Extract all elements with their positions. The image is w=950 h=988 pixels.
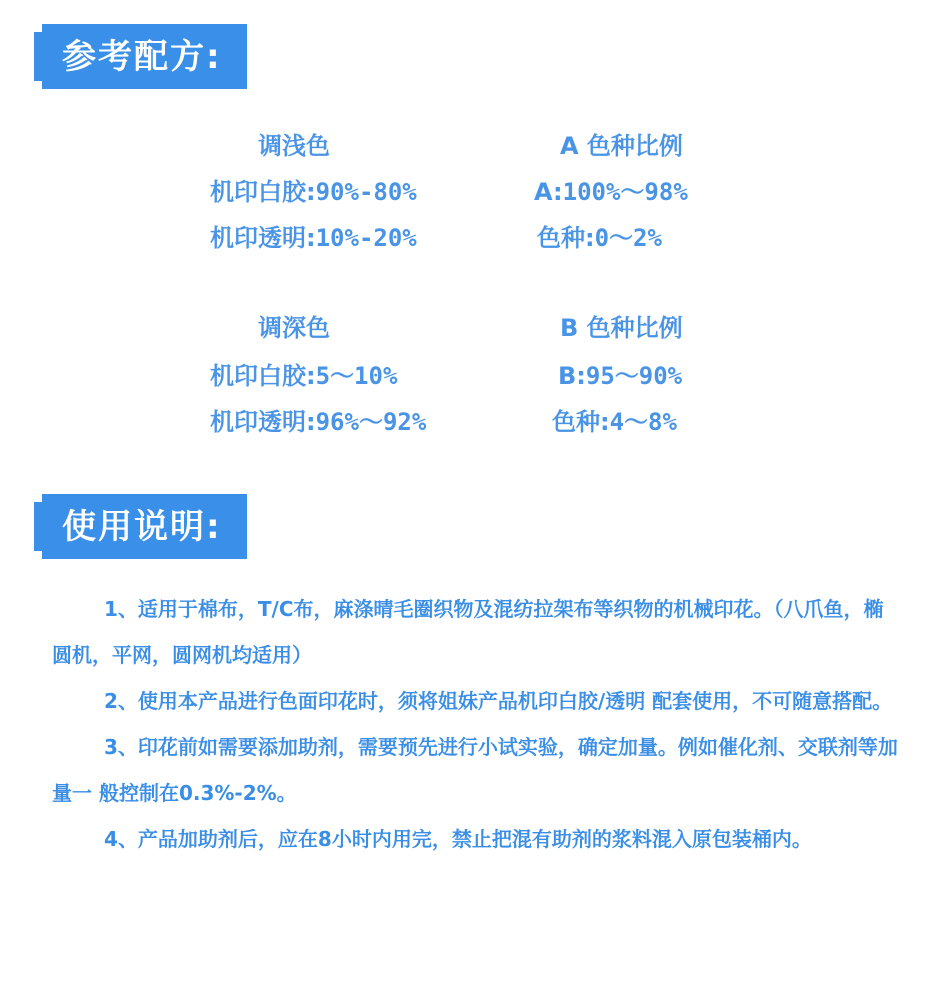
ratio-b-row1-label: B: bbox=[558, 362, 586, 390]
light-row1 bbox=[210, 180, 417, 204]
dark-row1 bbox=[210, 364, 397, 388]
dark-row2-label: 机印透明: bbox=[210, 408, 316, 436]
ratio-b-row2-label: 色种: bbox=[552, 408, 610, 436]
formula-banner-title: 参考配方: bbox=[62, 36, 222, 77]
formula-banner bbox=[42, 24, 247, 89]
ratio-a-row1-value: 100%～98% bbox=[562, 178, 688, 206]
dark-row1-value: 5～10% bbox=[315, 362, 398, 390]
ratio-a-row2-label: 色种: bbox=[537, 224, 595, 252]
light-row2 bbox=[210, 226, 417, 250]
light-row1-label: 机印白胶: bbox=[210, 178, 316, 206]
light-row2-label: 机印透明: bbox=[210, 224, 316, 252]
usage-item-1: 1、适用于棉布，T/C布，麻涤晴毛圈织物及混纺拉架布等织物的机械印花。（八爪鱼，椭圆机，平网，圆网机均适用） bbox=[52, 597, 884, 667]
usage-banner bbox=[42, 494, 247, 559]
ratio-b-row1 bbox=[558, 364, 682, 388]
ratio-b-row2-value: 4～8% bbox=[609, 408, 677, 436]
usage-item-3: 3、印花前如需要添加助剂，需要预先进行小试实验，确定加量。例如催化剂、交联剂等加量一 般控制在0.3%-2%。 bbox=[52, 735, 898, 805]
ratio-b-row2 bbox=[552, 410, 677, 434]
ratio-b-row1-value: 95～90% bbox=[585, 362, 683, 390]
ratio-a-row2-value: 0～2% bbox=[594, 224, 662, 252]
usage-item-2: 2、使用本产品进行色面印花时，须将姐妹产品机印白胶/透明 配套使用，不可随意搭配。 bbox=[104, 689, 893, 713]
ratio-b-heading: B 色种比例 bbox=[560, 314, 683, 342]
usage-banner-title: 使用说明: bbox=[62, 506, 222, 547]
usage-item-4: 4、产品加助剂后，应在8小时内用完，禁止把混有助剂的浆料混入原包装桶内。 bbox=[104, 827, 812, 851]
usage-instructions bbox=[52, 586, 902, 862]
ratio-a-row2 bbox=[537, 226, 662, 250]
dark-row1-label: 机印白胶: bbox=[210, 362, 316, 390]
ratio-a-row1-label: A: bbox=[534, 178, 563, 206]
dark-heading: 调深色 bbox=[258, 314, 330, 342]
ratio-a-row1 bbox=[534, 180, 688, 204]
dark-row2-value: 96%～92% bbox=[315, 408, 427, 436]
light-row2-value: 10%-20% bbox=[315, 224, 417, 252]
light-row1-value: 90%-80% bbox=[315, 178, 417, 206]
ratio-a-heading: A 色种比例 bbox=[560, 132, 683, 160]
dark-row2 bbox=[210, 410, 426, 434]
light-heading: 调浅色 bbox=[258, 132, 330, 160]
